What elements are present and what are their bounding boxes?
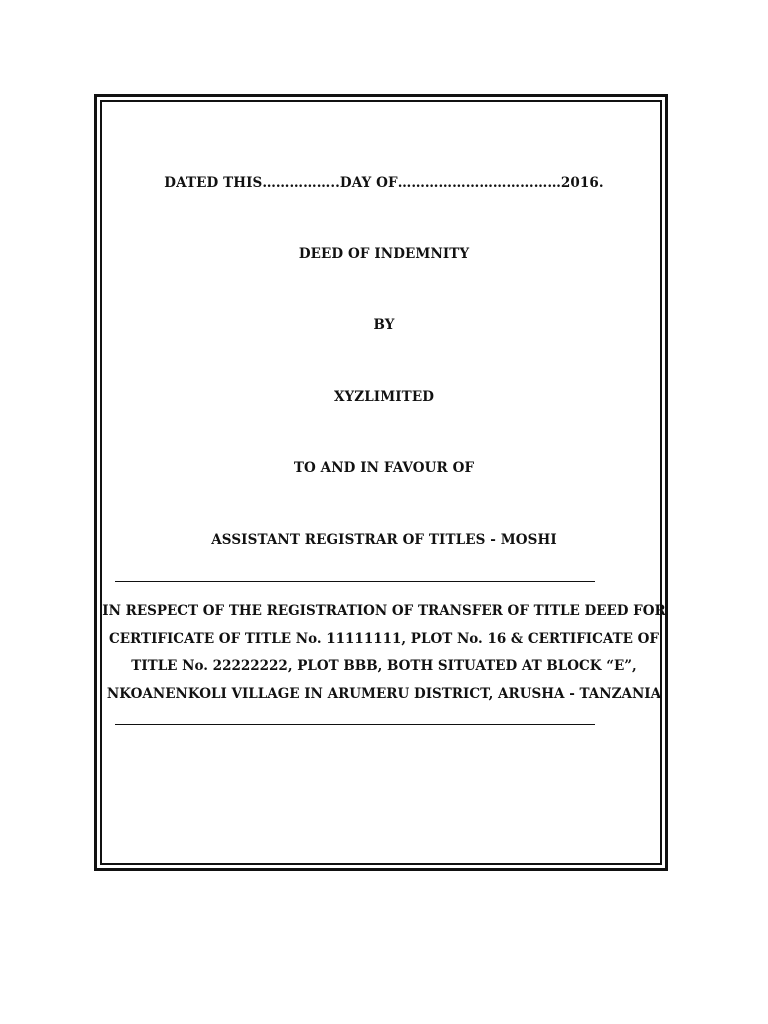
respect-line-2: CERTIFICATE OF TITLE No. 11111111, PLOT No. 16 & CERTIFICATE OF	[109, 630, 659, 647]
by-line: BY	[373, 317, 395, 333]
page-border-inner	[100, 100, 662, 865]
page-border-outer	[94, 94, 668, 871]
deed-title: DEED OF INDEMNITY	[298, 246, 470, 262]
top-divider	[115, 581, 595, 582]
favour-line: TO AND IN FAVOUR OF	[293, 460, 475, 476]
respect-line-1: IN RESPECT OF THE REGISTRATION OF TRANSFER OF TITLE DEED FOR	[102, 603, 666, 619]
bottom-divider	[115, 724, 595, 725]
party-name: XYZLIMITED	[333, 389, 435, 405]
respect-paragraph	[100, 598, 668, 708]
beneficiary-line: ASSISTANT REGISTRAR OF TITLES - MOSHI	[211, 532, 557, 548]
respect-line-4: NKOANENKOLI VILLAGE IN ARUMERU DISTRICT, ARUSHA - TANZANIA	[106, 685, 662, 702]
dated-line: DATED THIS……………..DAY OF………………………………2016.	[164, 175, 604, 191]
respect-line-3: TITLE No. 22222222, PLOT BBB, BOTH SITUATED AT BLOCK “E”,	[131, 658, 637, 674]
